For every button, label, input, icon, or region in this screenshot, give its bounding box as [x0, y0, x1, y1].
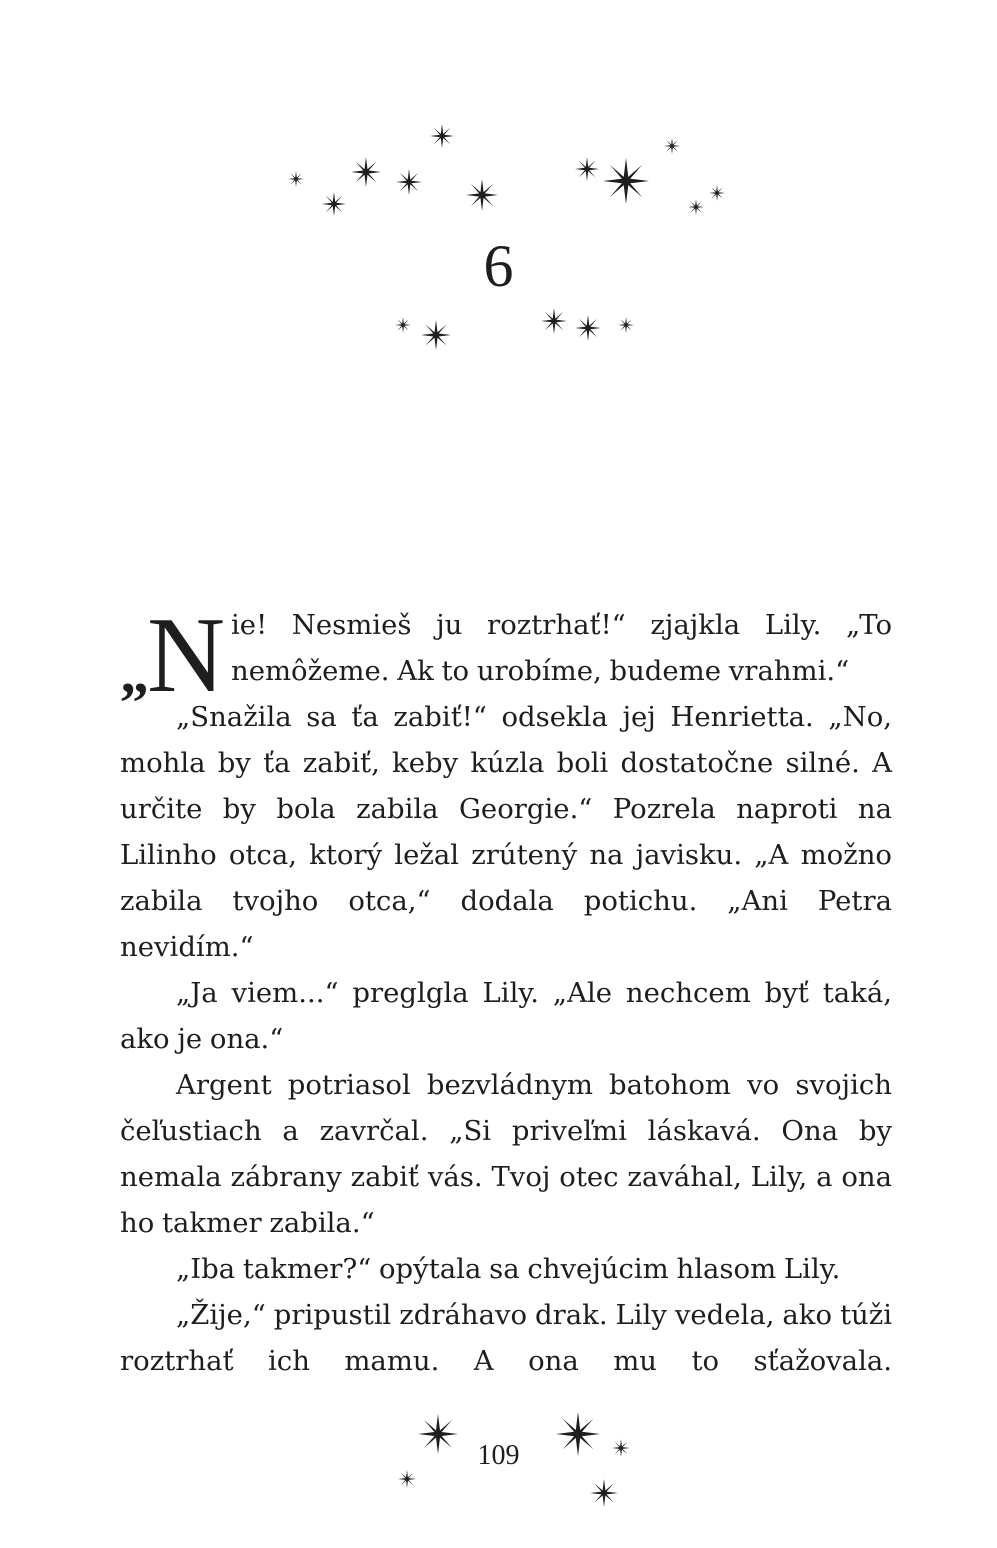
- star-icon: [421, 320, 451, 350]
- page-number: 109: [477, 1440, 520, 1471]
- star-icon: [541, 308, 567, 334]
- star-icon: [590, 1479, 618, 1507]
- star-icon: [603, 158, 649, 204]
- star-icon: [288, 171, 304, 187]
- drop-cap-letter: N: [147, 596, 225, 715]
- star-icon: [430, 124, 454, 148]
- star-icon: [575, 315, 601, 341]
- star-icon: [575, 157, 599, 181]
- star-icon: [664, 138, 680, 154]
- paragraph: [120, 596, 892, 715]
- paragraph: Argent potriasol bezvládnym batohom vo svojich čeľustiach a zavrčal. „Si priveľmi láskavá. Ona by nemala zábrany zabiť vás. Tvoj otec zaváhal, Lily, a ona ho takmer zabila.“: [120, 1069, 892, 1239]
- chapter-number: 6: [483, 233, 514, 299]
- star-icon: [322, 192, 346, 216]
- star-icon: [396, 169, 422, 195]
- drop-cap-quote: „: [120, 640, 149, 705]
- paragraph: „Snažila sa ťa zabiť!“ odsekla jej Henrietta. „No, mohla by ťa zabiť, keby kúzla boli dostatočne silné. A určite by bola zabila Georgie.“ Pozrela naproti na Lilinho otca, ktorý ležal zrútený na javisku. „A možno zabila tvojho otca,“ dodala potichu. „Ani Petra nevidím.“: [120, 701, 892, 963]
- paragraph: „Ja viem...“ preglgla Lily. „Ale nechcem byť taká, ako je ona.“: [120, 977, 892, 1055]
- star-icon: [618, 317, 634, 333]
- paragraph: „Žije,“ pripustil zdráhavo drak. Lily vedela, ako túži roztrhať ich mamu. A ona mu to sťažovala.: [120, 1299, 892, 1377]
- paragraph: „Iba takmer?“ opýtala sa chvejúcim hlasom Lily.: [176, 1253, 841, 1285]
- drop-cap: [120, 596, 225, 715]
- star-icon: [709, 185, 725, 201]
- chapter-text: [120, 596, 892, 1384]
- paragraph-text: ie! Nesmieš ju roztrhať!“ zjajkla Lily. „To nemôžeme. Ak to urobíme, budeme vrahmi.“: [231, 609, 892, 687]
- star-icon: [395, 317, 411, 333]
- star-icon: [688, 199, 704, 215]
- star-icon: [466, 179, 498, 211]
- star-icon: [351, 157, 381, 187]
